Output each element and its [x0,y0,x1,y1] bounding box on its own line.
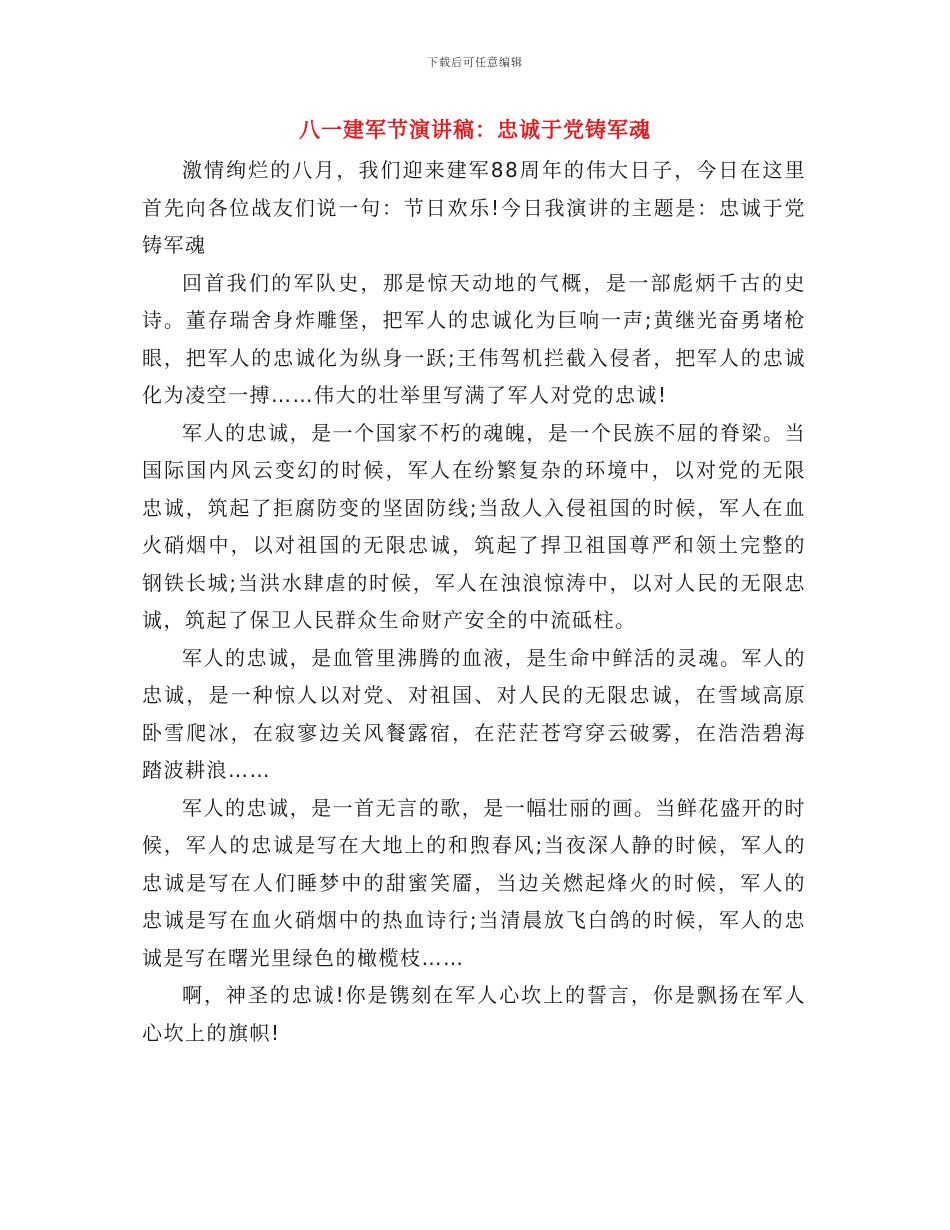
paragraph-3: 军人的忠诚，是一个国家不朽的魂魄，是一个民族不屈的脊梁。当国际国内风云变幻的时候，军人在纷繁复杂的环境中，以对党的无限忠诚，筑起了拒腐防变的坚固防线;当敌人入侵祖国的时候，军人在血火硝烟中，以对祖国的无限忠诚，筑起了捍卫祖国尊严和领土完整的钢铁长城;当洪水肆虐的时候，军人在浊浪惊涛中，以对人民的无限忠诚，筑起了保卫人民群众生命财产安全的中流砥柱。 [142,420,806,632]
paragraph-1: 激情绚烂的八月，我们迎来建军88周年的伟大日子，今日在这里首先向各位战友们说一句：节日欢乐!今日我演讲的主题是：忠诚于党铸军魂 [142,158,806,257]
page-title: 八一建军节演讲稿：忠诚于党铸军魂 [299,118,651,142]
paragraph-6: 啊，神圣的忠诚!你是镌刻在军人心坎上的誓言，你是飘扬在军人心坎上的旗帜! [142,983,806,1045]
edit-note: 下载后可任意编辑 [427,56,523,69]
paragraph-5: 军人的忠诚，是一首无言的歌，是一幅壮丽的画。当鲜花盛开的时候，军人的忠诚是写在大地上的和煦春风;当夜深人静的时候，军人的忠诚是写在人们睡梦中的甜蜜笑靥，当边关燃起烽火的时候，军人的忠诚是写在血火硝烟中的热血诗行;当清晨放飞白鸽的时候，军人的忠诚是写在曙光里绿色的橄榄枝…… [142,795,806,970]
paragraph-2: 回首我们的军队史，那是惊天动地的气概，是一部彪炳千古的史诗。董存瑞舍身炸雕堡，把军人的忠诚化为巨响一声;黄继光奋勇堵枪眼，把军人的忠诚化为纵身一跃;王伟驾机拦截入侵者，把军人的忠诚化为凌空一搏……伟大的壮举里写满了军人对党的忠诚! [142,270,806,407]
paragraph-4: 军人的忠诚，是血管里沸腾的血液，是生命中鲜活的灵魂。军人的忠诚，是一种惊人以对党、对祖国、对人民的无限忠诚，在雪域高原卧雪爬冰，在寂寥边关风餐露宿，在茫茫苍穹穿云破雾，在浩浩碧海踏波耕浪…… [142,645,806,782]
document-body [142,152,806,1052]
